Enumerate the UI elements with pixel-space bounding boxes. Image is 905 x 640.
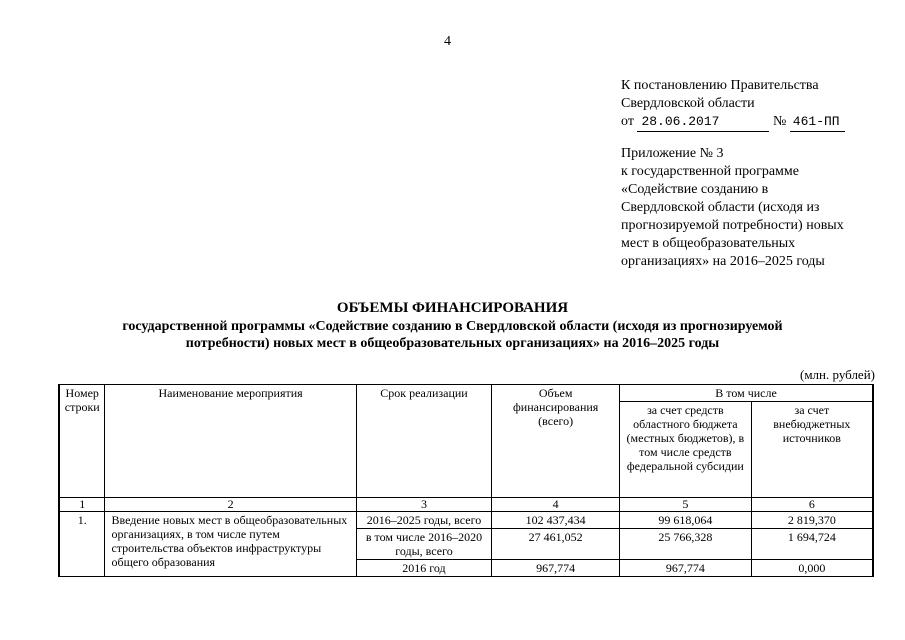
appendix-line: организациях» на 2016–2025 годы [621,254,825,269]
appendix-line: к государственной программе [621,164,799,179]
column-number-row [59,498,873,512]
row-extrabudget: 1 694,724 [751,529,873,560]
financing-table [58,384,874,577]
resolution-line-1: К постановлению Правительства [621,78,819,93]
resolution-block [621,77,845,132]
header-period: Срок реализации [356,385,492,498]
page-number: 4 [444,34,451,49]
header-regional: за счет средств областного бюджета (местных бюджетов), в том числе средств федеральной субсидии [620,402,752,498]
document-subtitle [0,318,905,352]
row-regional: 99 618,064 [620,512,752,529]
resolution-line-2: Свердловской области [621,96,755,111]
header-extrabudget: за счет внебюджетных источников [751,402,873,498]
row-total: 967,774 [492,560,620,577]
units-label: (млн. рублей) [800,367,875,382]
row-regional: 967,774 [620,560,752,577]
column-number: 1 [59,498,105,512]
subtitle-line-1: государственной программы «Содействие созданию в Свердловской области (исходя из прогнозируемой [122,319,783,334]
number-prefix: № [772,114,787,129]
subtitle-line-2: потребности) новых мест в общеобразовательных организациях» на 2016–2025 годы [185,336,720,351]
header-including: В том числе [620,385,873,402]
row-total: 102 437,434 [492,512,620,529]
appendix-line: мест в общеобразовательных [621,236,796,251]
row-period: в том числе 2016–2020 годы, всего [356,529,492,560]
table-row [59,512,873,529]
column-number: 3 [356,498,492,512]
column-number: 6 [751,498,873,512]
row-extrabudget: 0,000 [751,560,873,577]
appendix-line: Приложение № 3 [621,146,724,161]
resolution-number: 461-ПП [790,113,845,132]
appendix-line: Свердловской области (исходя из [621,200,820,215]
row-total: 27 461,052 [492,529,620,560]
header-total: Объем финансирования (всего) [492,385,620,498]
resolution-date-line [621,113,845,132]
header-row-number: Номер строки [59,385,105,498]
row-regional: 25 766,328 [620,529,752,560]
appendix-line: «Содействие созданию в [621,182,769,197]
appendix-block [621,145,844,271]
header-activity: Наименование мероприятия [105,385,356,498]
item-name: Введение новых мест в общеобразовательных организациях, в том числе путем строительства объектов инфраструктуры общего образования [105,512,356,577]
column-number: 4 [492,498,620,512]
row-period: 2016 год [356,560,492,577]
item-number: 1. [59,512,105,577]
column-number: 5 [620,498,752,512]
table-header-row [59,385,873,402]
resolution-date: 28.06.2017 [637,113,769,132]
date-prefix: от [621,114,634,129]
column-number: 2 [105,498,356,512]
row-extrabudget: 2 819,370 [751,512,873,529]
appendix-line: прогнозируемой потребности) новых [621,218,844,233]
document-title: ОБЪЕМЫ ФИНАНСИРОВАНИЯ [336,300,569,316]
row-period: 2016–2025 годы, всего [356,512,492,529]
